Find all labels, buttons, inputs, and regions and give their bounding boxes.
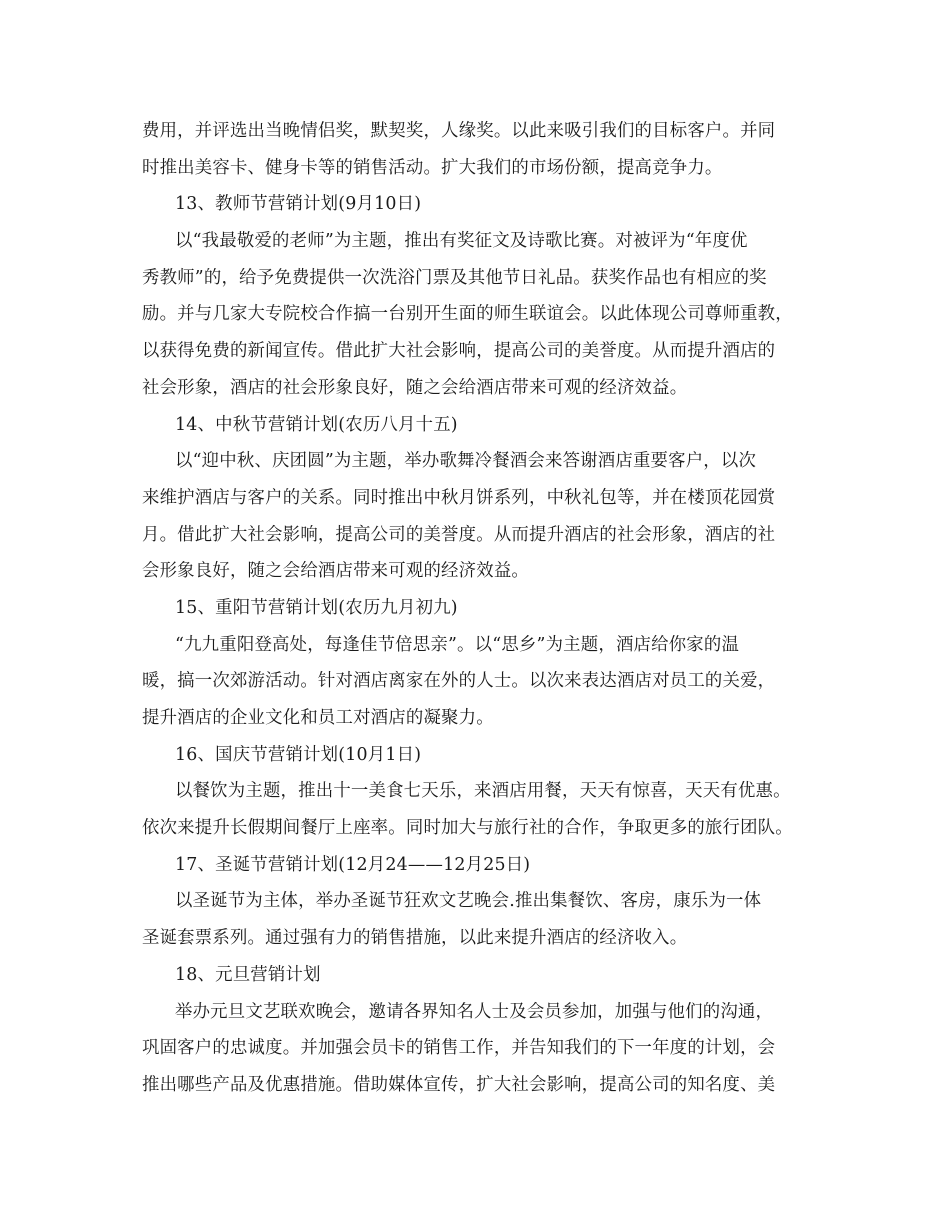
text-line: 依次来提升长假期间餐厅上座率。同时加大与旅行社的合作，争取更多的旅行团队。 [142,818,793,839]
text-line: 推出哪些产品及优惠措施。借助媒体宣传，扩大社会影响，提高公司的知名度、美 [142,1074,776,1095]
text-line: 以获得免费的新闻宣传。借此扩大社会影响，提高公司的美誉度。从而提升酒店的 [142,341,776,362]
text-line: 以餐饮为主题，推出十一美食七天乐，来酒店用餐，天天有惊喜，天天有优惠。 [175,781,791,802]
text-line: 13、教师节营销计划(9月10日) [175,194,422,215]
text-line: 巩固客户的忠诚度。并加强会员卡的销售工作，并告知我们的下一年度的计划，会 [142,1038,776,1059]
text-line: 圣诞套票系列。通过强有力的销售措施，以此来提升酒店的经济收入。 [142,928,688,949]
text-line: 费用，并评选出当晚情侣奖，默契奖，人缘奖。以此来吸引我们的目标客户。并同 [142,121,776,141]
text-line: “九九重阳登高处，每逢佳节倍思亲”。以“思乡”为主题，酒店给你家的温 [175,634,740,655]
text-line: 励。并与几家大专院校合作搞一台别开生面的师生联谊会。以此体现公司尊师重教， [142,304,793,325]
text-line: 秀教师”的，给予免费提供一次洗浴门票及其他节日礼品。获奖作品也有相应的奖 [142,267,767,288]
text-line: 18、元旦营销计划 [175,964,321,985]
text-line: 提升酒店的企业文化和员工对酒店的凝聚力。 [142,708,494,728]
document-body [142,113,822,1104]
text-line: 以圣诞节为主体，举办圣诞节狂欢文艺晚会.推出集餐饮、客房，康乐为一体 [175,891,762,912]
text-line: 以“迎中秋、庆团圆”为主题，举办歌舞冷餐酒会来答谢酒店重要客户，以次 [175,451,757,472]
text-line: 17、圣诞节营销计划(12月24——12月25日) [175,854,531,875]
text-line: 会形象良好，随之会给酒店带来可观的经济效益。 [142,561,529,582]
text-line: 16、国庆节营销计划(10月1日) [175,744,422,765]
text-line: 暖，搞一次郊游活动。针对酒店离家在外的人士。以次来表达酒店对员工的关爱， [142,671,776,692]
text-line: 15、重阳节营销计划(农历九月初九) [175,597,458,618]
text-line: 月。借此扩大社会影响，提高公司的美誉度。从而提升酒店的社会形象，酒店的社 [142,524,776,545]
text-line: 举办元旦文艺联欢晚会，邀请各界知名人士及会员参加，加强与他们的沟通， [175,1001,774,1022]
text-line: 时推出美容卡、健身卡等的销售活动。扩大我们的市场份额，提高竞争力。 [142,157,723,178]
text-line: 14、中秋节营销计划(农历八月十五) [175,414,458,435]
text-line: 社会形象，酒店的社会形象良好，随之会给酒店带来可观的经济效益。 [142,377,688,398]
text-line: 来维护酒店与客户的关系。同时推出中秋月饼系列，中秋礼包等，并在楼顶花园赏 [142,487,776,508]
text-line: 以“我最敬爱的老师”为主题，推出有奖征文及诗歌比赛。对被评为“年度优 [175,231,748,252]
